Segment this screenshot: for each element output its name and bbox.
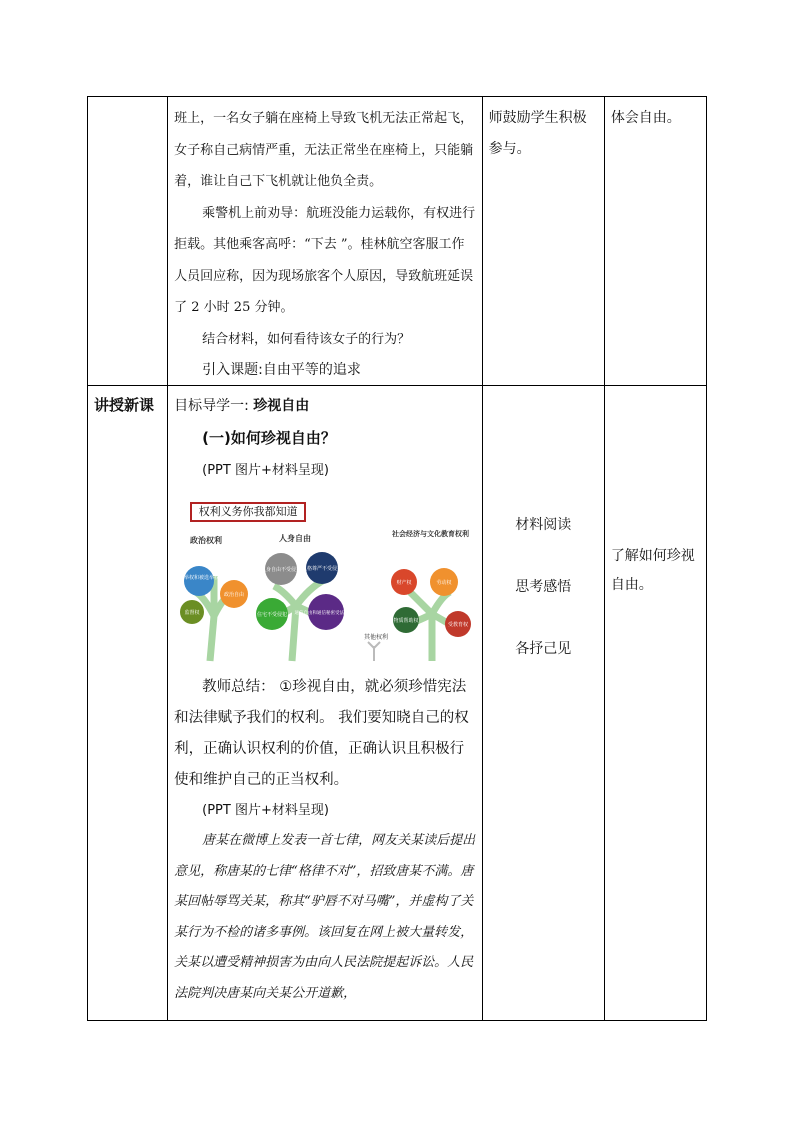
goal-line bbox=[174, 392, 476, 420]
activity-discussion: 各抒己见 bbox=[515, 641, 572, 657]
tree1-title: 政治权利 bbox=[190, 536, 223, 545]
table-row bbox=[88, 386, 707, 1021]
teacher-activity-cell bbox=[482, 97, 604, 386]
intro-topic: 引入课题:自由平等的追求 bbox=[202, 362, 361, 378]
student-activity-cell bbox=[482, 386, 604, 1021]
intent-cell bbox=[604, 386, 706, 1021]
figure-banner: 权利义务你我都知道 bbox=[190, 502, 306, 522]
leaf-label: 选举权和被选举权 bbox=[179, 575, 220, 581]
section-cell bbox=[88, 386, 168, 1021]
question-paragraph: 结合材料，如何看待该女子的行为？ bbox=[202, 331, 411, 347]
intent-text: 体会自由。 bbox=[610, 110, 681, 126]
teacher-activity-text: 师鼓励学生积极参与。 bbox=[488, 110, 587, 157]
tree2-title: 人身自由 bbox=[279, 534, 312, 543]
ppt-note: (PPT 图片+材料呈现) bbox=[202, 463, 329, 478]
content-cell bbox=[168, 97, 483, 386]
leaf-label: 劳动权 bbox=[436, 580, 452, 586]
leaf-label: 监督权 bbox=[184, 610, 200, 616]
goal-title: 珍视自由 bbox=[253, 398, 310, 414]
leaf-election-rights bbox=[184, 566, 214, 596]
table-row bbox=[88, 97, 707, 386]
section-cell-empty bbox=[88, 97, 168, 386]
section-heading: (一)如何珍视自由？ bbox=[202, 429, 336, 447]
material-paragraph-1: 班上，一名女子躺在座椅上导致飞机无法正常起飞，女子称自己病情严重，无法正常坐在座椅上，只能躺着，谁让自己下飞机就让他负全责。 bbox=[174, 111, 474, 189]
leaf-label: 人身自由不受侵犯 bbox=[261, 567, 302, 573]
ppt-note: (PPT 图片+材料呈现) bbox=[202, 803, 329, 818]
leaf-label: 住宅不受侵犯 bbox=[257, 612, 288, 618]
section-label: 讲授新课 bbox=[94, 396, 155, 414]
leaf-label: 通信自由和通信秘密受法律保护 bbox=[294, 611, 358, 616]
tree3-title: 社会经济与文化教育权利 bbox=[392, 530, 470, 538]
other-rights-label: 其他权利 bbox=[364, 634, 389, 641]
material-paragraph-2: 乘警机上前劝导：航班没能力运载你，有权进行拒载。其他乘客高呼：“下去 ”。桂林航空客服工作人员回应称，因为现场旅客个人原因，导致航班延误了 2 小时 25 分钟。 bbox=[174, 205, 476, 315]
intent-cell bbox=[604, 97, 706, 386]
student-activity-list bbox=[483, 386, 604, 700]
leaf-label: 受教育权 bbox=[448, 622, 469, 628]
lesson-plan-table bbox=[87, 96, 707, 1021]
teacher-summary: 教师总结： ①珍视自由，就必须珍惜宪法和法律赋予我们的权利。 我们要知晓自己的权利，正确认识权利的价值，正确认识且积极行使和维护自己的正当权利。 bbox=[174, 679, 469, 788]
case-material: 唐某在微博上发表一首七律，网友关某读后提出意见，称唐某的七律“格律不对”，招致唐某不满。唐某回帖辱骂关某，称其“驴唇不对马嘴”，并虚构了关某行为不检的诸多事例。该回复在网上被大量转发，关某以遭受精神损害为由向人民法院提起诉讼。人民法院判决唐某向关某公开道歉， bbox=[174, 833, 476, 1001]
rights-tree-figure bbox=[174, 496, 474, 666]
leaf-label: 政治自由 bbox=[224, 592, 245, 598]
leaf-label: 物质帮助权 bbox=[393, 618, 419, 624]
leaf-label: 财产权 bbox=[396, 580, 412, 586]
intent-text: 了解如何珍视自由。 bbox=[610, 548, 695, 593]
other-rights-icon bbox=[368, 642, 380, 661]
activity-reflection: 思考感悟 bbox=[515, 579, 572, 595]
leaf-label: 人格尊严不受侵犯 bbox=[302, 566, 343, 572]
activity-reading: 材料阅读 bbox=[515, 517, 572, 533]
goal-prefix: 目标导学一: bbox=[174, 398, 249, 414]
content-cell bbox=[168, 386, 483, 1021]
